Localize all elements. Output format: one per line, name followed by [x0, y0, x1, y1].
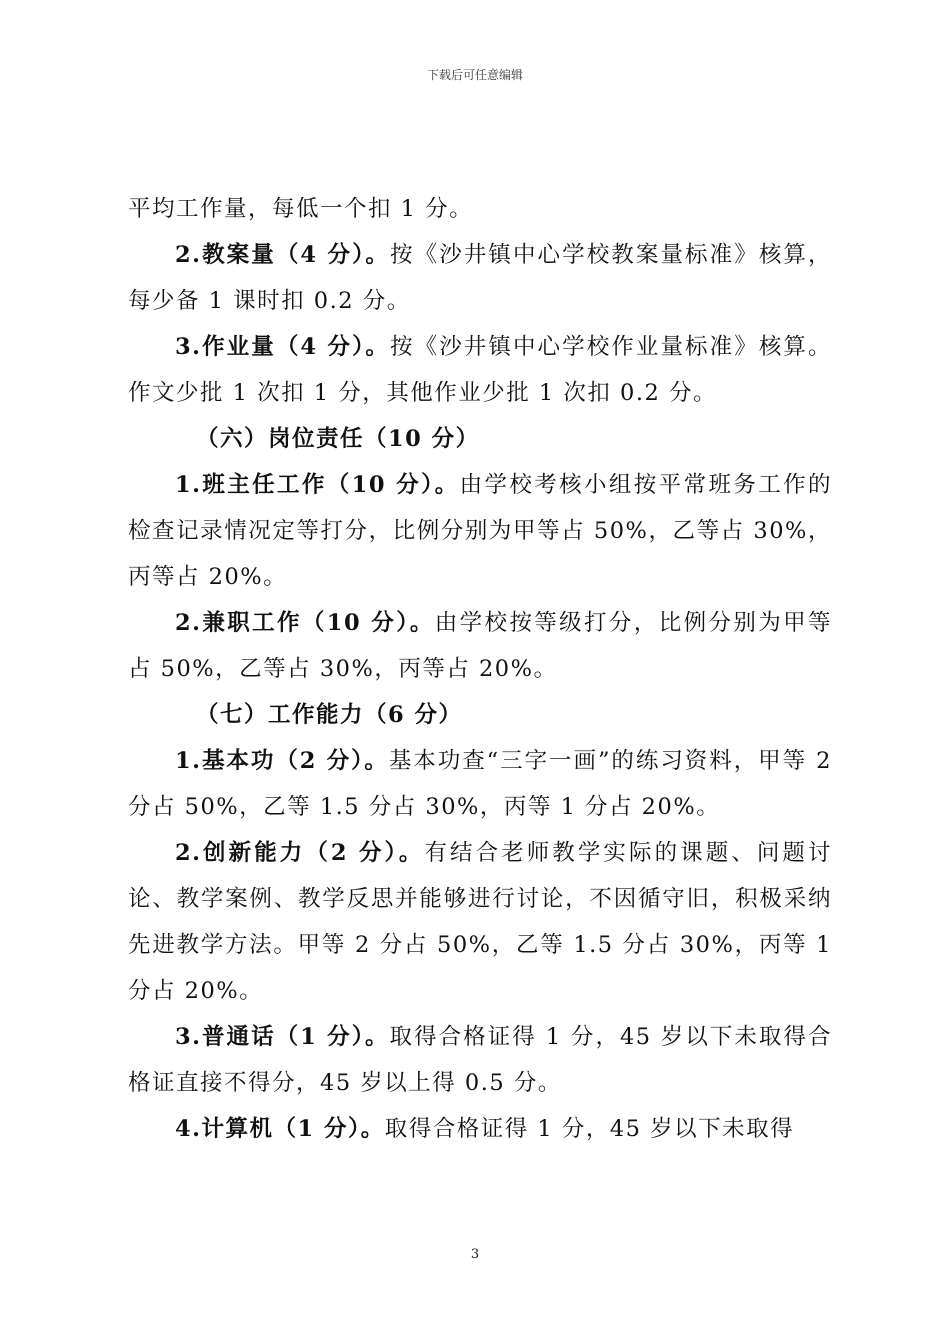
item-text: 有结合老师教学实际的课题、问题讨论、教学案例、教学反思并能够进行讨论，不因循守旧，积极采纳先进教学方法。甲等 2 分占 50%，乙等 1.5 分占 30%，丙等 1 分占 20%。: [128, 840, 832, 1004]
item-text: 基本功查“三字一画”的练习资料，甲等 2 分占 50%，乙等 1.5 分占 30%，丙等 1 分占 20%。: [128, 748, 832, 820]
paragraph-workload: 平均工作量，每低一个扣 1 分。: [128, 196, 474, 222]
section-heading-duties: （六）岗位责任（10 分）: [196, 426, 480, 452]
paragraph-class-teacher: [128, 462, 832, 600]
item-text: 由学校考核小组按平常班务工作的检查记录情况定等打分，比例分别为甲等占 50%，乙等占 30%，丙等占 20%。: [128, 472, 832, 590]
paragraph-innovation: [128, 830, 832, 1014]
item-heading: 2.教案量（4 分）。: [175, 242, 391, 268]
item-heading: 4.计算机（1 分）。: [175, 1116, 385, 1142]
item-heading: 2.兼职工作（10 分）。: [175, 610, 435, 636]
paragraph-homework: [128, 324, 832, 416]
page-number: 3: [470, 1247, 480, 1262]
item-text: 按《沙井镇中心学校作业量标准》核算。作文少批 1 次扣 1 分，其他作业少批 1 次扣 0.2 分。: [128, 334, 832, 406]
item-text: 按《沙井镇中心学校教案量标准》核算，每少备 1 课时扣 0.2 分。: [128, 242, 832, 314]
page-header: 下载后可任意编辑: [426, 68, 523, 82]
item-text: 取得合格证得 1 分，45 岁以下未取得: [384, 1116, 795, 1142]
paragraph-basic-skills: [128, 738, 832, 830]
item-text: 由学校按等级打分，比例分别为甲等占 50%，乙等占 30%，丙等占 20%。: [128, 610, 832, 682]
document-body: [128, 186, 832, 1152]
item-text: 取得合格证得 1 分，45 岁以下未取得合格证直接不得分，45 岁以上得 0.5 分。: [128, 1024, 832, 1096]
item-heading: 1.基本功（2 分）。: [175, 748, 389, 774]
paragraph-part-time: [128, 600, 832, 692]
section-heading-ability: （七）工作能力（6 分）: [196, 702, 463, 728]
item-heading: 1.班主任工作（10 分）。: [175, 472, 460, 498]
paragraph-mandarin: [128, 1014, 832, 1106]
item-heading: 2.创新能力（2 分）。: [175, 840, 425, 866]
paragraph-lesson-plans: [128, 232, 832, 324]
item-heading: 3.作业量（4 分）。: [175, 334, 391, 360]
paragraph-computer: [128, 1106, 832, 1152]
item-heading: 3.普通话（1 分）。: [175, 1024, 390, 1050]
